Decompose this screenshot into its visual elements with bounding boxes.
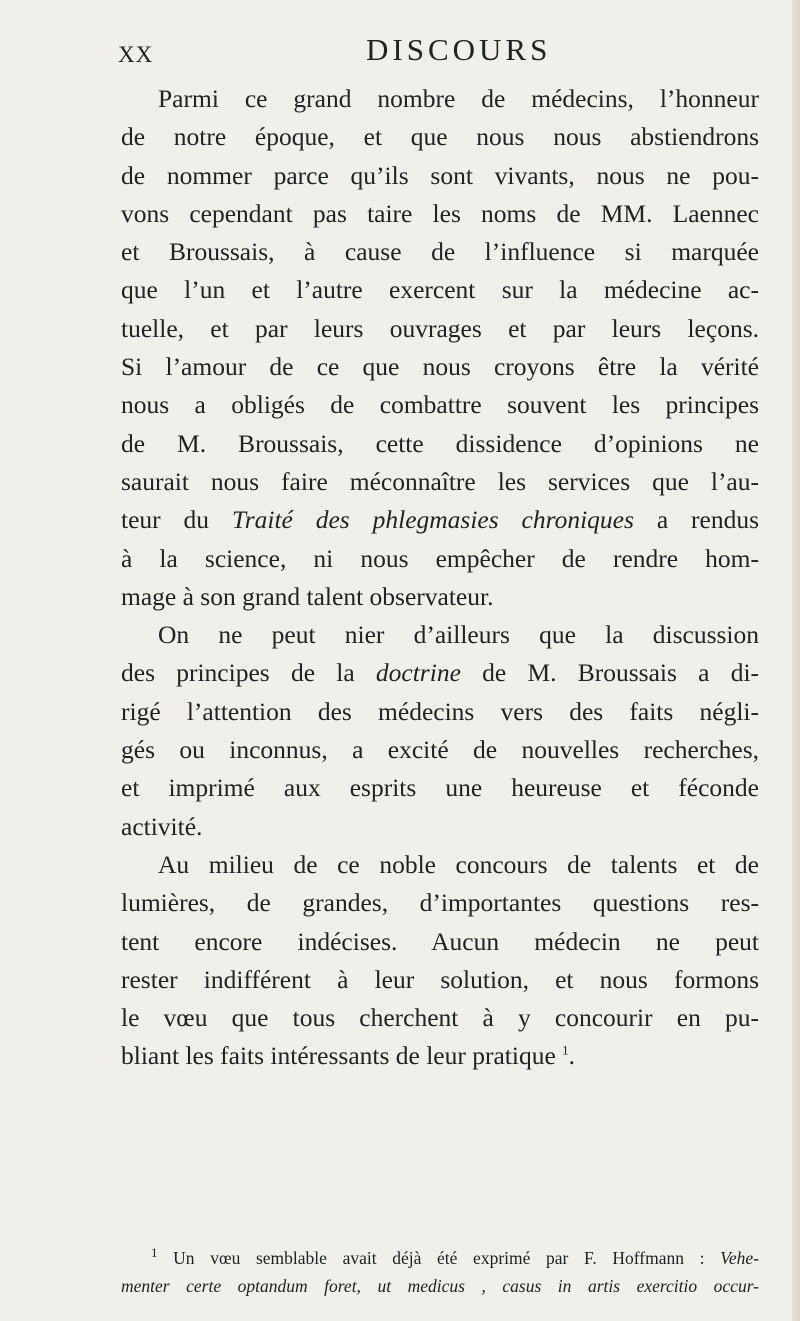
text-line: à la science, ni nous empêcher de rendre hom- (121, 543, 759, 573)
footnote-reference: 1 (562, 1042, 569, 1058)
text-line: vons cependant pas taire les noms de MM. Laennec (121, 198, 759, 228)
footnote (121, 1244, 759, 1300)
page-header (116, 32, 728, 72)
text-line: Parmi ce grand nombre de médecins, l’honneur (158, 84, 759, 113)
text-line: gés ou inconnus, a excité de nouvelles recherches, (121, 735, 759, 765)
footnote-latin-italic: menter certe optandum foret, ut medicus , casus in artis exercitio occur- (121, 1276, 759, 1296)
footnote-text: Un vœu semblable avait déjà été exprimé par F. Hoffmann : (173, 1248, 705, 1268)
text-segment: a rendus (656, 505, 760, 535)
text-line: tuelle, et par leurs ouvrages et par leurs leçons. (121, 313, 759, 343)
text-line (121, 501, 759, 539)
footnote-latin-italic: Vehe- (720, 1248, 760, 1268)
text-line: rester indifférent à leur solution, et nous formons (121, 964, 759, 994)
text-line: et Broussais, à cause de l’influence si marquée (121, 237, 759, 267)
running-head: DISCOURS (366, 32, 552, 67)
doctrine-italic: doctrine (375, 658, 461, 688)
text-line: Si l’amour de ce que nous croyons être la vérité (121, 352, 759, 382)
text-segment: teur du (121, 505, 210, 535)
footnote-marker: 1 (151, 1245, 158, 1261)
text-line: mage à son grand talent observateur. (121, 581, 494, 611)
text-line: tent encore indécises. Aucun médecin ne peut (121, 926, 759, 956)
text-line: que l’un et l’autre exercent sur la médecine ac- (121, 275, 759, 305)
text-segment: des principes de la (121, 658, 355, 688)
text-line: et imprimé aux esprits une heureuse et féconde (121, 773, 759, 803)
text-line: activité. (121, 811, 203, 841)
text-line: On ne peut nier d’ailleurs que la discussion (158, 620, 759, 650)
text-line: Au milieu de ce noble concours de talents et de (158, 849, 759, 879)
text-line: le vœu que tous cherchent à y concourir en pu- (121, 1003, 759, 1033)
text-line: rigé l’attention des médecins vers des faits négli- (121, 696, 759, 726)
text-segment: de M. Broussais a di- (482, 658, 760, 688)
text-line (121, 1037, 759, 1075)
text-line: lumières, de grandes, d’importantes questions res- (121, 888, 759, 918)
text-line: de nommer parce qu’ils sont vivants, nous ne pou- (121, 160, 759, 190)
text-line: saurait nous faire méconnaître les services que l’au- (121, 466, 759, 496)
page-number: XX (118, 42, 154, 67)
book-title-italic: Traité des phlegmasies chroniques (231, 505, 634, 535)
text-line: de M. Broussais, cette dissidence d’opinions ne (121, 428, 759, 458)
text-line: nous a obligés de combattre souvent les principes (121, 390, 759, 420)
page-edge (792, 0, 800, 1321)
text-segment: . (568, 1041, 576, 1071)
text-segment: bliant les faits intéressants de leur pratique (121, 1041, 556, 1071)
body-text (121, 80, 759, 1076)
footnote-line (121, 1244, 759, 1272)
text-line: de notre époque, et que nous nous abstiendrons (121, 122, 759, 152)
text-line (121, 654, 759, 692)
